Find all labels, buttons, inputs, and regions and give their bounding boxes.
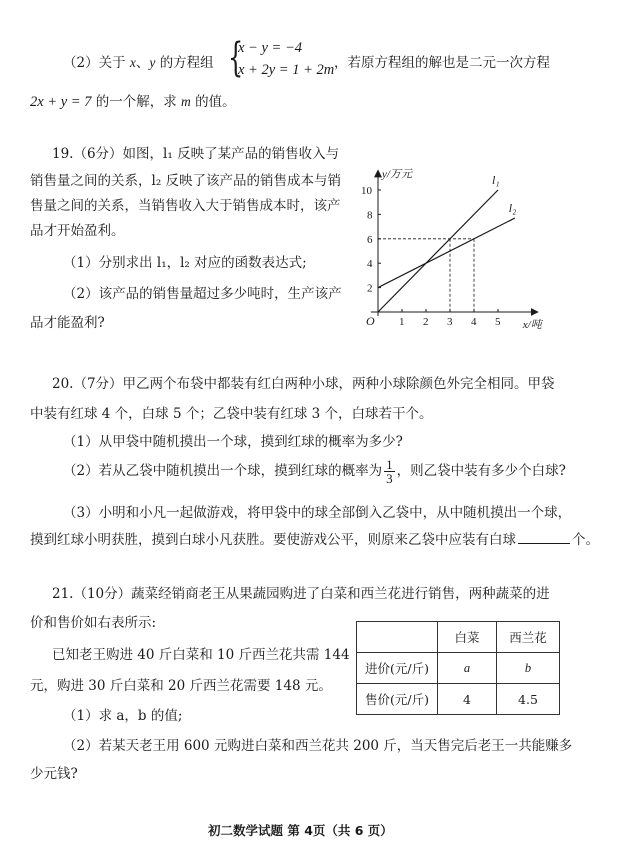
- q21-sub2a: （2）若某天老王用 600 元购进白菜和西兰花共 200 斤，当天售完后老王一共能赚多: [63, 738, 573, 754]
- y-tick-label: 10: [361, 185, 372, 197]
- origin-label: O: [366, 314, 375, 328]
- series-label-2: l₂: [508, 201, 517, 216]
- fraction: [384, 458, 395, 485]
- q21-sub2b: 少元钱?: [30, 766, 78, 782]
- answer-blank: [518, 530, 570, 544]
- y-tick-label: 2: [367, 282, 373, 295]
- q21-line2: 价和售价如右表所示:: [30, 615, 157, 631]
- q20-line1: 20.（7分）甲乙两个布袋中都装有红白两种小球，两种小球除颜色外完全相同。甲袋: [52, 376, 555, 392]
- table-cell: 4: [438, 684, 497, 715]
- y-tick-label: 8: [367, 209, 373, 222]
- series-label-1: l₁: [492, 173, 500, 187]
- q20-sub2-pre: （2）若从乙袋中随机摸出一个球，摸到红球的概率为: [63, 463, 383, 479]
- y-tick-label: 4: [367, 258, 373, 271]
- q21-line1: 21.（10分）蔬菜经销商老王从果蔬园购进了白菜和西兰花进行销售，两种蔬菜的进: [52, 586, 550, 602]
- q19-line2: 销售量之间的关系，l₂ 反映了该产品的销售成本与销: [30, 173, 342, 189]
- table-cell: b: [497, 653, 560, 684]
- series-line-1: [378, 190, 498, 312]
- x-tick-label: 5: [495, 316, 501, 328]
- x-tick-label: 4: [471, 316, 477, 328]
- q21-sub1: （1）求 a，b 的值;: [63, 708, 183, 724]
- q18-line2-text: 的一个解，求: [95, 94, 177, 110]
- table-header-cell: 西兰花: [497, 622, 560, 653]
- q18-sep: 、: [135, 55, 150, 71]
- q18-suffix: ，若原方程组的解也是二元一次方程: [334, 55, 550, 71]
- x-tick-label: 3: [447, 316, 453, 328]
- table-header-row: [357, 622, 560, 653]
- y-axis-label: y/万元: [382, 168, 412, 181]
- series-line-2: [378, 218, 515, 288]
- q18-line2-end: 的值。: [195, 94, 236, 110]
- table-header-cell: 白菜: [438, 622, 497, 653]
- table-cell: a: [438, 653, 497, 684]
- table-cell: 售价(元/斤): [357, 684, 438, 715]
- table-row: [357, 684, 560, 715]
- q20-sub2: [63, 458, 566, 485]
- fraction-denominator: 3: [386, 471, 393, 486]
- x-tick-label: 1: [399, 316, 405, 328]
- equation-1: x − y = −4: [238, 40, 302, 56]
- q19-line3: 售量之间的关系，当销售收入大于销售成本时，该产: [30, 198, 341, 214]
- table-cell: 4.5: [497, 684, 560, 715]
- table-header-cell: [357, 622, 438, 653]
- q18-prefix: （2）关于: [63, 55, 126, 71]
- q20-sub3b: [30, 528, 599, 548]
- table-row: [357, 653, 560, 684]
- var-y: y: [149, 55, 156, 70]
- q18-part2-line2: [30, 90, 236, 111]
- q19-sub2a: （2）该产品的销售量超过多少吨时，生产该产: [63, 286, 342, 302]
- equation-3: 2x + y = 7: [30, 94, 92, 110]
- q18-mid: 的方程组: [159, 55, 214, 71]
- fraction-numerator: 1: [386, 457, 393, 472]
- q21-line3: 已知老王购进 40 斤白菜和 10 斤西兰花共需 144: [52, 647, 350, 663]
- price-table: [356, 621, 560, 715]
- page-footer: 初二数学试题 第 4页（共 6 页）: [208, 823, 393, 838]
- q19-line1: 19.（6分）如图，l₁ 反映了某产品的销售收入与: [52, 146, 340, 162]
- q21-line4: 元，购进 30 斤白菜和 20 斤西兰花需要 148 元。: [30, 678, 332, 694]
- q20-sub2-post: ，则乙袋中装有多少个白球?: [396, 463, 566, 479]
- q20-sub3b-pre: 摸到红球小明获胜，摸到白球小凡获胜。要使游戏公平，则原来乙袋中应装有白球: [30, 532, 516, 548]
- q20-line2: 中装有红球 4 个，白球 5 个；乙袋中装有红球 3 个，白球若干个。: [30, 406, 433, 422]
- x-axis-label: x/吨: [522, 319, 542, 331]
- equation-2: x + 2y = 1 + 2m: [238, 62, 335, 78]
- equation-system: [228, 35, 338, 82]
- q20-sub1: （1）从甲袋中随机摸出一个球，摸到红球的概率为多少?: [63, 434, 403, 450]
- q19-sub2b: 品才能盈利?: [30, 315, 105, 331]
- q20-sub3a: （3）小明和小凡一起做游戏，将甲袋中的球全部倒入乙袋中，从中随机摸出一个球，: [63, 505, 572, 521]
- q19-line4: 品才开始盈利。: [30, 223, 125, 239]
- var-x: x: [129, 55, 136, 70]
- q20-sub3b-post: 个。: [572, 532, 599, 548]
- x-tick-label: 2: [423, 316, 429, 328]
- q19-sub1: （1）分别求出 l₁，l₂ 对应的函数表达式;: [63, 255, 307, 271]
- brace-icon: {: [228, 35, 244, 81]
- sales-chart: [360, 162, 560, 340]
- q18-part2-line1: [63, 51, 214, 71]
- y-tick-label: 6: [367, 233, 373, 246]
- table-cell: 进价(元/斤): [357, 653, 438, 684]
- var-m: m: [181, 94, 191, 109]
